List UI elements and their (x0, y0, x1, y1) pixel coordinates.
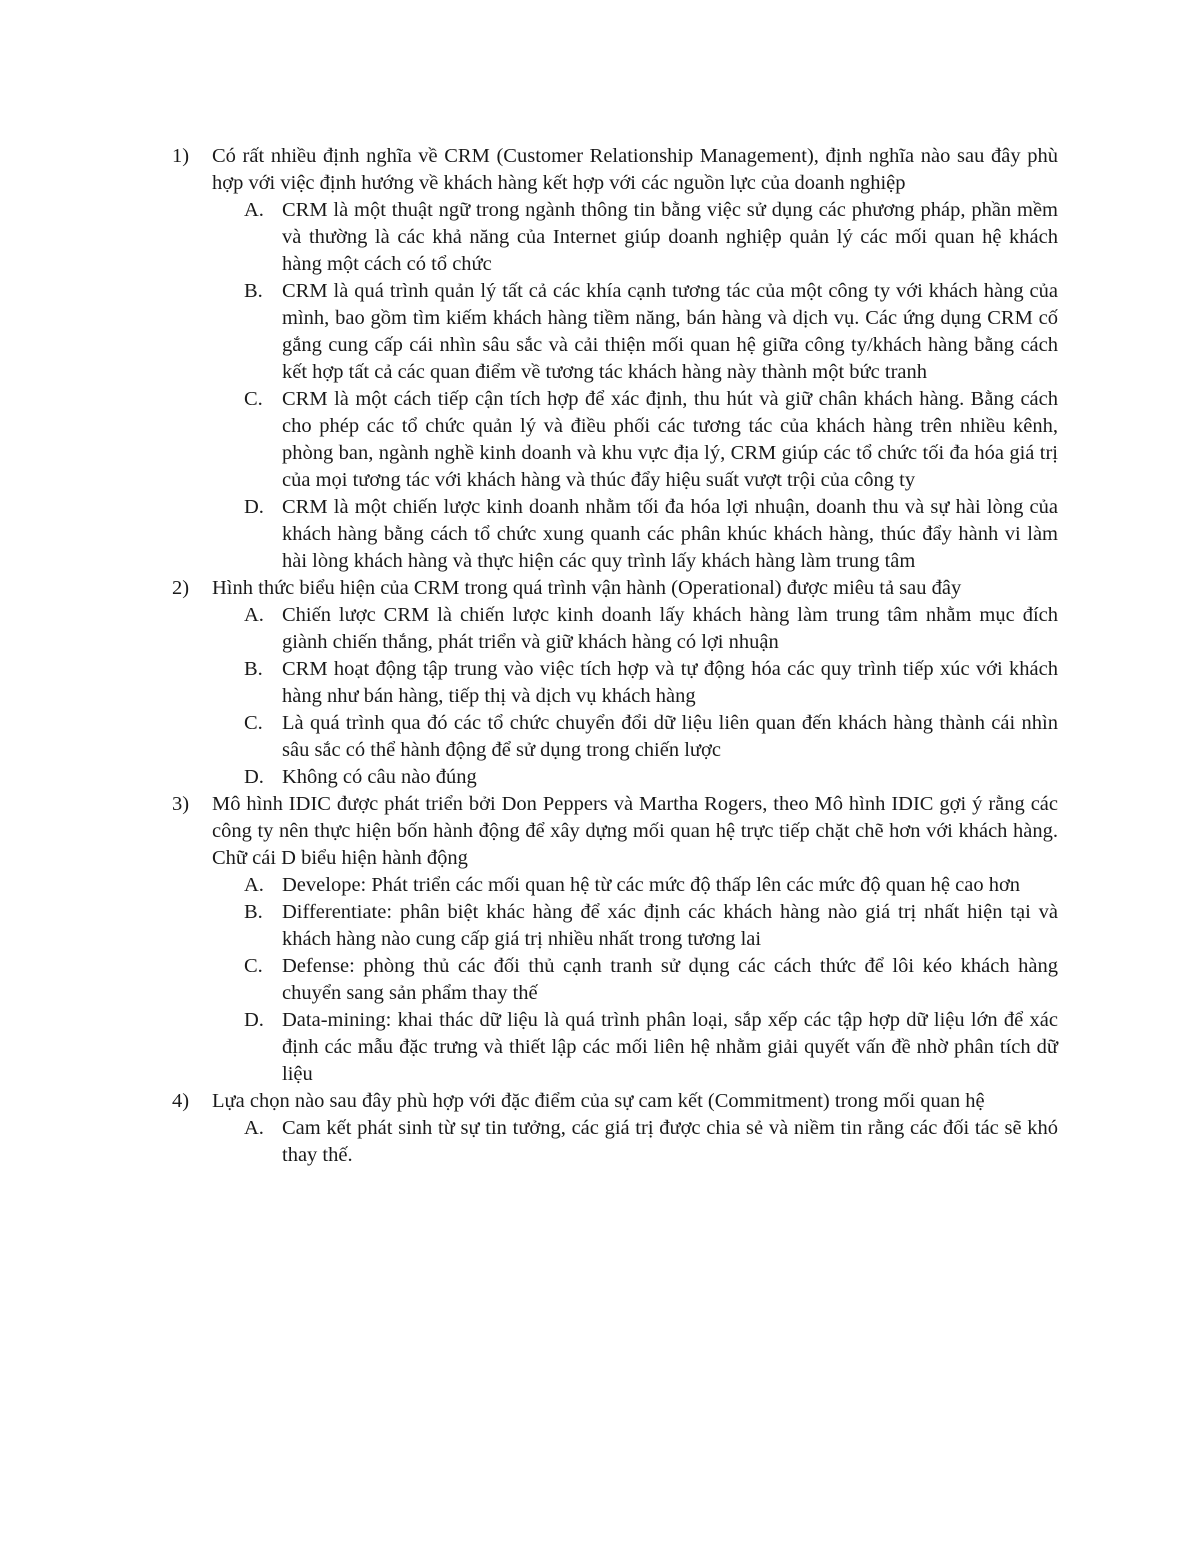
option-text: CRM là một chiến lược kinh doanh nhằm tối đa hóa lợi nhuận, doanh thu và sự hài lòng của khách hàng bằng cách tổ chức xung quanh các phân khúc khách hàng, thúc đẩy hành vi làm hài lòng khách hàng và thực hiện các quy trình lấy khách hàng làm trung tâm (282, 496, 1058, 572)
option-text: CRM là một thuật ngữ trong ngành thông tin bằng việc sử dụng các phương pháp, phần mềm và thường là các khả năng của Internet giúp doanh nghiệp quản lý các mối quan hệ khách hàng một cách có tổ chức (282, 199, 1058, 275)
option-c (172, 710, 1058, 764)
question-2 (172, 575, 1058, 602)
question-1 (172, 143, 1058, 197)
option-b (172, 656, 1058, 710)
option-c (172, 953, 1058, 1007)
question-2-options (172, 602, 1058, 791)
option-b (172, 899, 1058, 953)
option-letter: C. (244, 712, 263, 734)
option-a (172, 602, 1058, 656)
option-letter: B. (244, 658, 263, 680)
option-letter: A. (244, 199, 264, 221)
question-4 (172, 1088, 1058, 1115)
option-letter: B. (244, 901, 263, 923)
question-3-options (172, 872, 1058, 1088)
option-letter: B. (244, 280, 263, 302)
option-letter: A. (244, 874, 264, 896)
question-3 (172, 791, 1058, 872)
question-1-options (172, 197, 1058, 575)
option-d (172, 764, 1058, 791)
question-4-options (172, 1115, 1058, 1169)
option-a (172, 1115, 1058, 1169)
option-a (172, 872, 1058, 899)
option-a (172, 197, 1058, 278)
question-text: Mô hình IDIC được phát triển bởi Don Peppers và Martha Rogers, theo Mô hình IDIC gợi ý rằng các công ty nên thực hiện bốn hành động để xây dựng mối quan hệ trực tiếp chặt chẽ hơn với khách hàng. Chữ cái D biểu hiện hành động (212, 793, 1058, 869)
option-letter: A. (244, 604, 264, 626)
question-number: 3) (172, 793, 190, 815)
question-list (172, 143, 1058, 1169)
option-letter: C. (244, 955, 263, 977)
option-letter: A. (244, 1117, 264, 1139)
option-text: Là quá trình qua đó các tổ chức chuyển đổi dữ liệu liên quan đến khách hàng thành cái nhìn sâu sắc có thể hành động để sử dụng trong chiến lược (282, 712, 1058, 761)
option-b (172, 278, 1058, 386)
option-letter: C. (244, 388, 263, 410)
option-text: CRM là một cách tiếp cận tích hợp để xác định, thu hút và giữ chân khách hàng. Bằng cách cho phép các tổ chức quản lý và điều phối các tương tác của khách hàng trên nhiều kênh, phòng ban, ngành nghề kinh doanh và khu vực địa lý, CRM giúp các tổ chức tối đa hóa giá trị của mọi tương tác với khách hàng và thúc đẩy hiệu suất vượt trội của công ty (282, 388, 1058, 491)
option-c (172, 386, 1058, 494)
question-text: Lựa chọn nào sau đây phù hợp với đặc điểm của sự cam kết (Commitment) trong mối quan hệ (212, 1090, 985, 1112)
option-text: Differentiate: phân biệt khác hàng để xác định các khách hàng nào giá trị nhất hiện tại và khách hàng nào cung cấp giá trị nhiều nhất trong tương lai (282, 901, 1058, 950)
option-letter: D. (244, 766, 264, 788)
option-letter: D. (244, 496, 264, 518)
option-text: Data-mining: khai thác dữ liệu là quá trình phân loại, sắp xếp các tập hợp dữ liệu lớn để xác định các mẫu đặc trưng và thiết lập các mối liên hệ nhằm giải quyết vấn đề nhờ phân tích dữ liệu (282, 1009, 1058, 1085)
option-text: CRM là quá trình quản lý tất cả các khía cạnh tương tác của một công ty với khách hàng của mình, bao gồm tìm kiếm khách hàng tiềm năng, bán hàng và dịch vụ. Các ứng dụng CRM cố gắng cung cấp cái nhìn sâu sắc và cải thiện mối quan hệ giữa công ty/khách hàng bằng cách kết hợp tất cả các quan điểm về tương tác khách hàng này thành một bức tranh (282, 280, 1058, 383)
option-text: Cam kết phát sinh từ sự tin tưởng, các giá trị được chia sẻ và niềm tin rằng các đối tác sẽ khó thay thế. (282, 1117, 1058, 1166)
option-d (172, 494, 1058, 575)
option-text: CRM hoạt động tập trung vào việc tích hợp và tự động hóa các quy trình tiếp xúc với khách hàng như bán hàng, tiếp thị và dịch vụ khách hàng (282, 658, 1058, 707)
option-text: Defense: phòng thủ các đối thủ cạnh tranh sử dụng các cách thức để lôi kéo khách hàng chuyển sang sản phẩm thay thế (282, 955, 1058, 1004)
option-text: Không có câu nào đúng (282, 766, 477, 788)
question-number: 2) (172, 577, 190, 599)
question-number: 4) (172, 1090, 190, 1112)
question-number: 1) (172, 145, 190, 167)
option-letter: D. (244, 1009, 264, 1031)
question-text: Hình thức biểu hiện của CRM trong quá trình vận hành (Operational) được miêu tả sau đây (212, 577, 962, 599)
option-text: Develope: Phát triển các mối quan hệ từ các mức độ thấp lên các mức độ quan hệ cao hơn (282, 874, 1021, 896)
option-d (172, 1007, 1058, 1088)
option-text: Chiến lược CRM là chiến lược kinh doanh lấy khách hàng làm trung tâm nhằm mục đích giành chiến thắng, phát triển và giữ khách hàng có lợi nhuận (282, 604, 1058, 653)
question-text: Có rất nhiều định nghĩa về CRM (Customer Relationship Management), định nghĩa nào sau đây phù hợp với việc định hướng về khách hàng kết hợp với các nguồn lực của doanh nghiệp (212, 145, 1058, 194)
